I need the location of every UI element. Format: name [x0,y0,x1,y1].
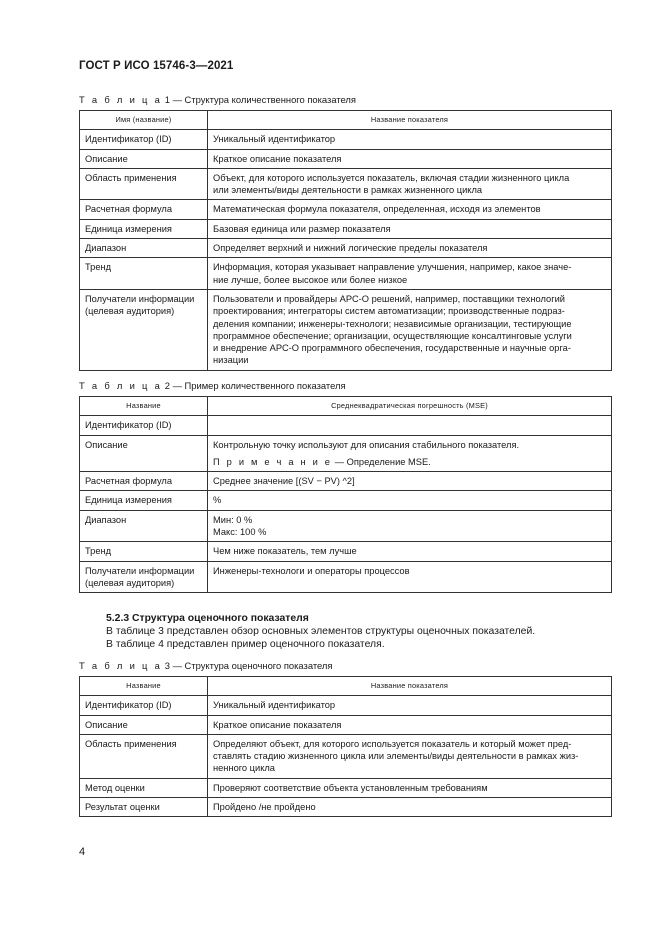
row-name-cell: Идентификатор (ID) [80,130,208,149]
row-name-cell: Получатели информации (целевая аудитория) [80,561,208,593]
row-name-cell: Область применения [80,734,208,778]
value-line: Среднее значение [(SV − PV) ^2] [213,476,355,487]
value-line: Контрольную точку используют для описания стабильного показателя. [213,439,520,450]
table-row [80,491,612,510]
row-name-cell: Область применения [80,168,208,200]
table2-caption-label: Т а б л и ц а [79,380,163,391]
table-row [80,239,612,258]
table-row [80,416,612,435]
table-row [80,715,612,734]
table1-col-header: Название показателя [208,111,612,130]
value-line: ние лучше, более высокое или более низкое [213,274,408,285]
row-name-cell: Описание [80,715,208,734]
value-line: низации [213,355,249,366]
value-line: Чем ниже показатель, тем лучше [213,546,357,557]
row-value-cell [208,561,612,593]
value-line: Определяют объект, для которого используется показатель и который может пред- [213,738,572,749]
row-value-cell [208,510,612,542]
table1-caption-text: 1 — Структура количественного показателя [164,94,356,105]
note-text: — Определение MSE. [334,456,431,467]
value-line: Математическая формула показателя, определенная, исходя из элементов [213,204,541,215]
row-value-cell [208,258,612,290]
table-row [80,200,612,219]
table3-header-row [80,677,612,696]
row-value-cell [208,149,612,168]
row-name-cell: Единица измерения [80,219,208,238]
row-value-cell [208,734,612,778]
section-paragraph: В таблице 3 представлен обзор основных элементов структуры оценочных показателей. [106,626,536,637]
row-name-cell: Тренд [80,542,208,561]
row-name-cell: Описание [80,149,208,168]
value-line: Объект, для которого используется показатель, включая стадии жизненного цикла [213,172,570,183]
table-row [80,149,612,168]
table-row [80,561,612,593]
table-row [80,696,612,715]
table-row [80,289,612,370]
value-line: ненного цикла [213,763,275,774]
table-row [80,734,612,778]
row-value-cell [208,798,612,817]
value-line: Пройдено /не пройдено [213,802,316,813]
table1-caption [79,94,356,105]
value-line: Краткое описание показателя [213,153,342,164]
value-line: Инженеры-технологи и операторы процессов [213,565,410,576]
table2-caption-text: 2 — Пример количественного показателя [164,380,346,391]
row-name-cell: Расчетная формула [80,472,208,491]
row-value-cell [208,219,612,238]
table-row [80,130,612,149]
value-line [213,419,606,431]
value-line: деления компании; инженеры-технологи; независимые организации, тестирующие [213,318,572,329]
value-line: Уникальный идентификатор [213,700,336,711]
value-line: Мин: 0 % [213,514,253,525]
row-value-cell [208,435,612,472]
note-label: П р и м е ч а н и е [213,456,333,467]
row-name-cell: Описание [80,435,208,472]
value-line: Проверяют соответствие объекта установленным требованиям [213,782,488,793]
table1-col-header: Имя (название) [80,111,208,130]
table2-header-row [80,397,612,416]
table-row [80,168,612,200]
table3-body [80,696,612,817]
row-value-cell [208,289,612,370]
document-header: ГОСТ Р ИСО 15746-3—2021 [79,60,234,72]
value-line: Пользователи и провайдеры АРС-О решений, например, поставщики технологий [213,293,565,304]
page-number: 4 [79,846,86,858]
row-name-cell: Метод оценки [80,778,208,797]
value-line: или элементы/виды деятельности в рамках жизненного цикла [213,185,483,196]
row-value-cell [208,491,612,510]
table3 [79,676,612,817]
row-name-cell: Получатели информации (целевая аудитория) [80,289,208,370]
row-value-cell [208,130,612,149]
value-line: Краткое описание показателя [213,719,342,730]
row-value-cell [208,778,612,797]
table-row [80,778,612,797]
row-name-cell: Идентификатор (ID) [80,696,208,715]
row-name-cell: Результат оценки [80,798,208,817]
section-5-2-3 [106,612,616,651]
row-name-cell: Диапазон [80,239,208,258]
section-heading: 5.2.3 Структура оценочного показателя [106,613,309,624]
section-paragraph: В таблице 4 представлен пример оценочного показателя. [106,639,385,650]
row-value-cell [208,416,612,435]
table-row [80,472,612,491]
table2-col-header: Название [80,397,208,416]
value-line: ставлять стадию жизненного цикла или элементы/виды деятельности в рамках жиз- [213,751,579,762]
table-row [80,542,612,561]
table1-body [80,130,612,370]
value-line: и внедрение АРС-О программного обеспечения, государственные и научные орга- [213,343,571,354]
table3-col-header: Название показателя [208,677,612,696]
row-name-cell: Диапазон [80,510,208,542]
table-row [80,258,612,290]
row-value-cell [208,200,612,219]
value-line: Информация, которая указывает направление улучшения, например, какое значе- [213,262,572,273]
table-row [80,219,612,238]
row-value-cell [208,542,612,561]
value-line: Определяет верхний и нижний логические пределы показателя [213,243,488,254]
row-value-cell [208,715,612,734]
value-line: Базовая единица или размер показателя [213,223,391,234]
table-row [80,798,612,817]
value-line: проектирования; интеграторы систем автоматизации; производственные подраз- [213,306,565,317]
table1 [79,110,612,371]
table2-col-header: Среднеквадратическая погрешность (MSE) [208,397,612,416]
value-line: программное обеспечение; организации, осуществляющие консалтинговые услуги [213,330,572,341]
table1-caption-label: Т а б л и ц а [79,94,163,105]
note [213,456,606,468]
row-value-cell [208,472,612,491]
row-value-cell [208,696,612,715]
row-name-cell: Расчетная формула [80,200,208,219]
row-name-cell: Идентификатор (ID) [80,416,208,435]
table3-caption-label: Т а б л и ц а [79,660,163,671]
table2 [79,396,612,593]
table3-caption-text: 3 — Структура оценочного показателя [164,660,333,671]
table-row [80,510,612,542]
value-line: Макс: 100 % [213,527,267,538]
table1-header-row [80,111,612,130]
table-row [80,435,612,472]
row-value-cell [208,239,612,258]
row-name-cell: Единица измерения [80,491,208,510]
table2-caption [79,380,346,391]
row-value-cell [208,168,612,200]
value-line: % [213,495,222,506]
value-line: Уникальный идентификатор [213,134,336,145]
table3-col-header: Название [80,677,208,696]
table3-caption [79,660,332,671]
table2-body [80,416,612,593]
row-name-cell: Тренд [80,258,208,290]
